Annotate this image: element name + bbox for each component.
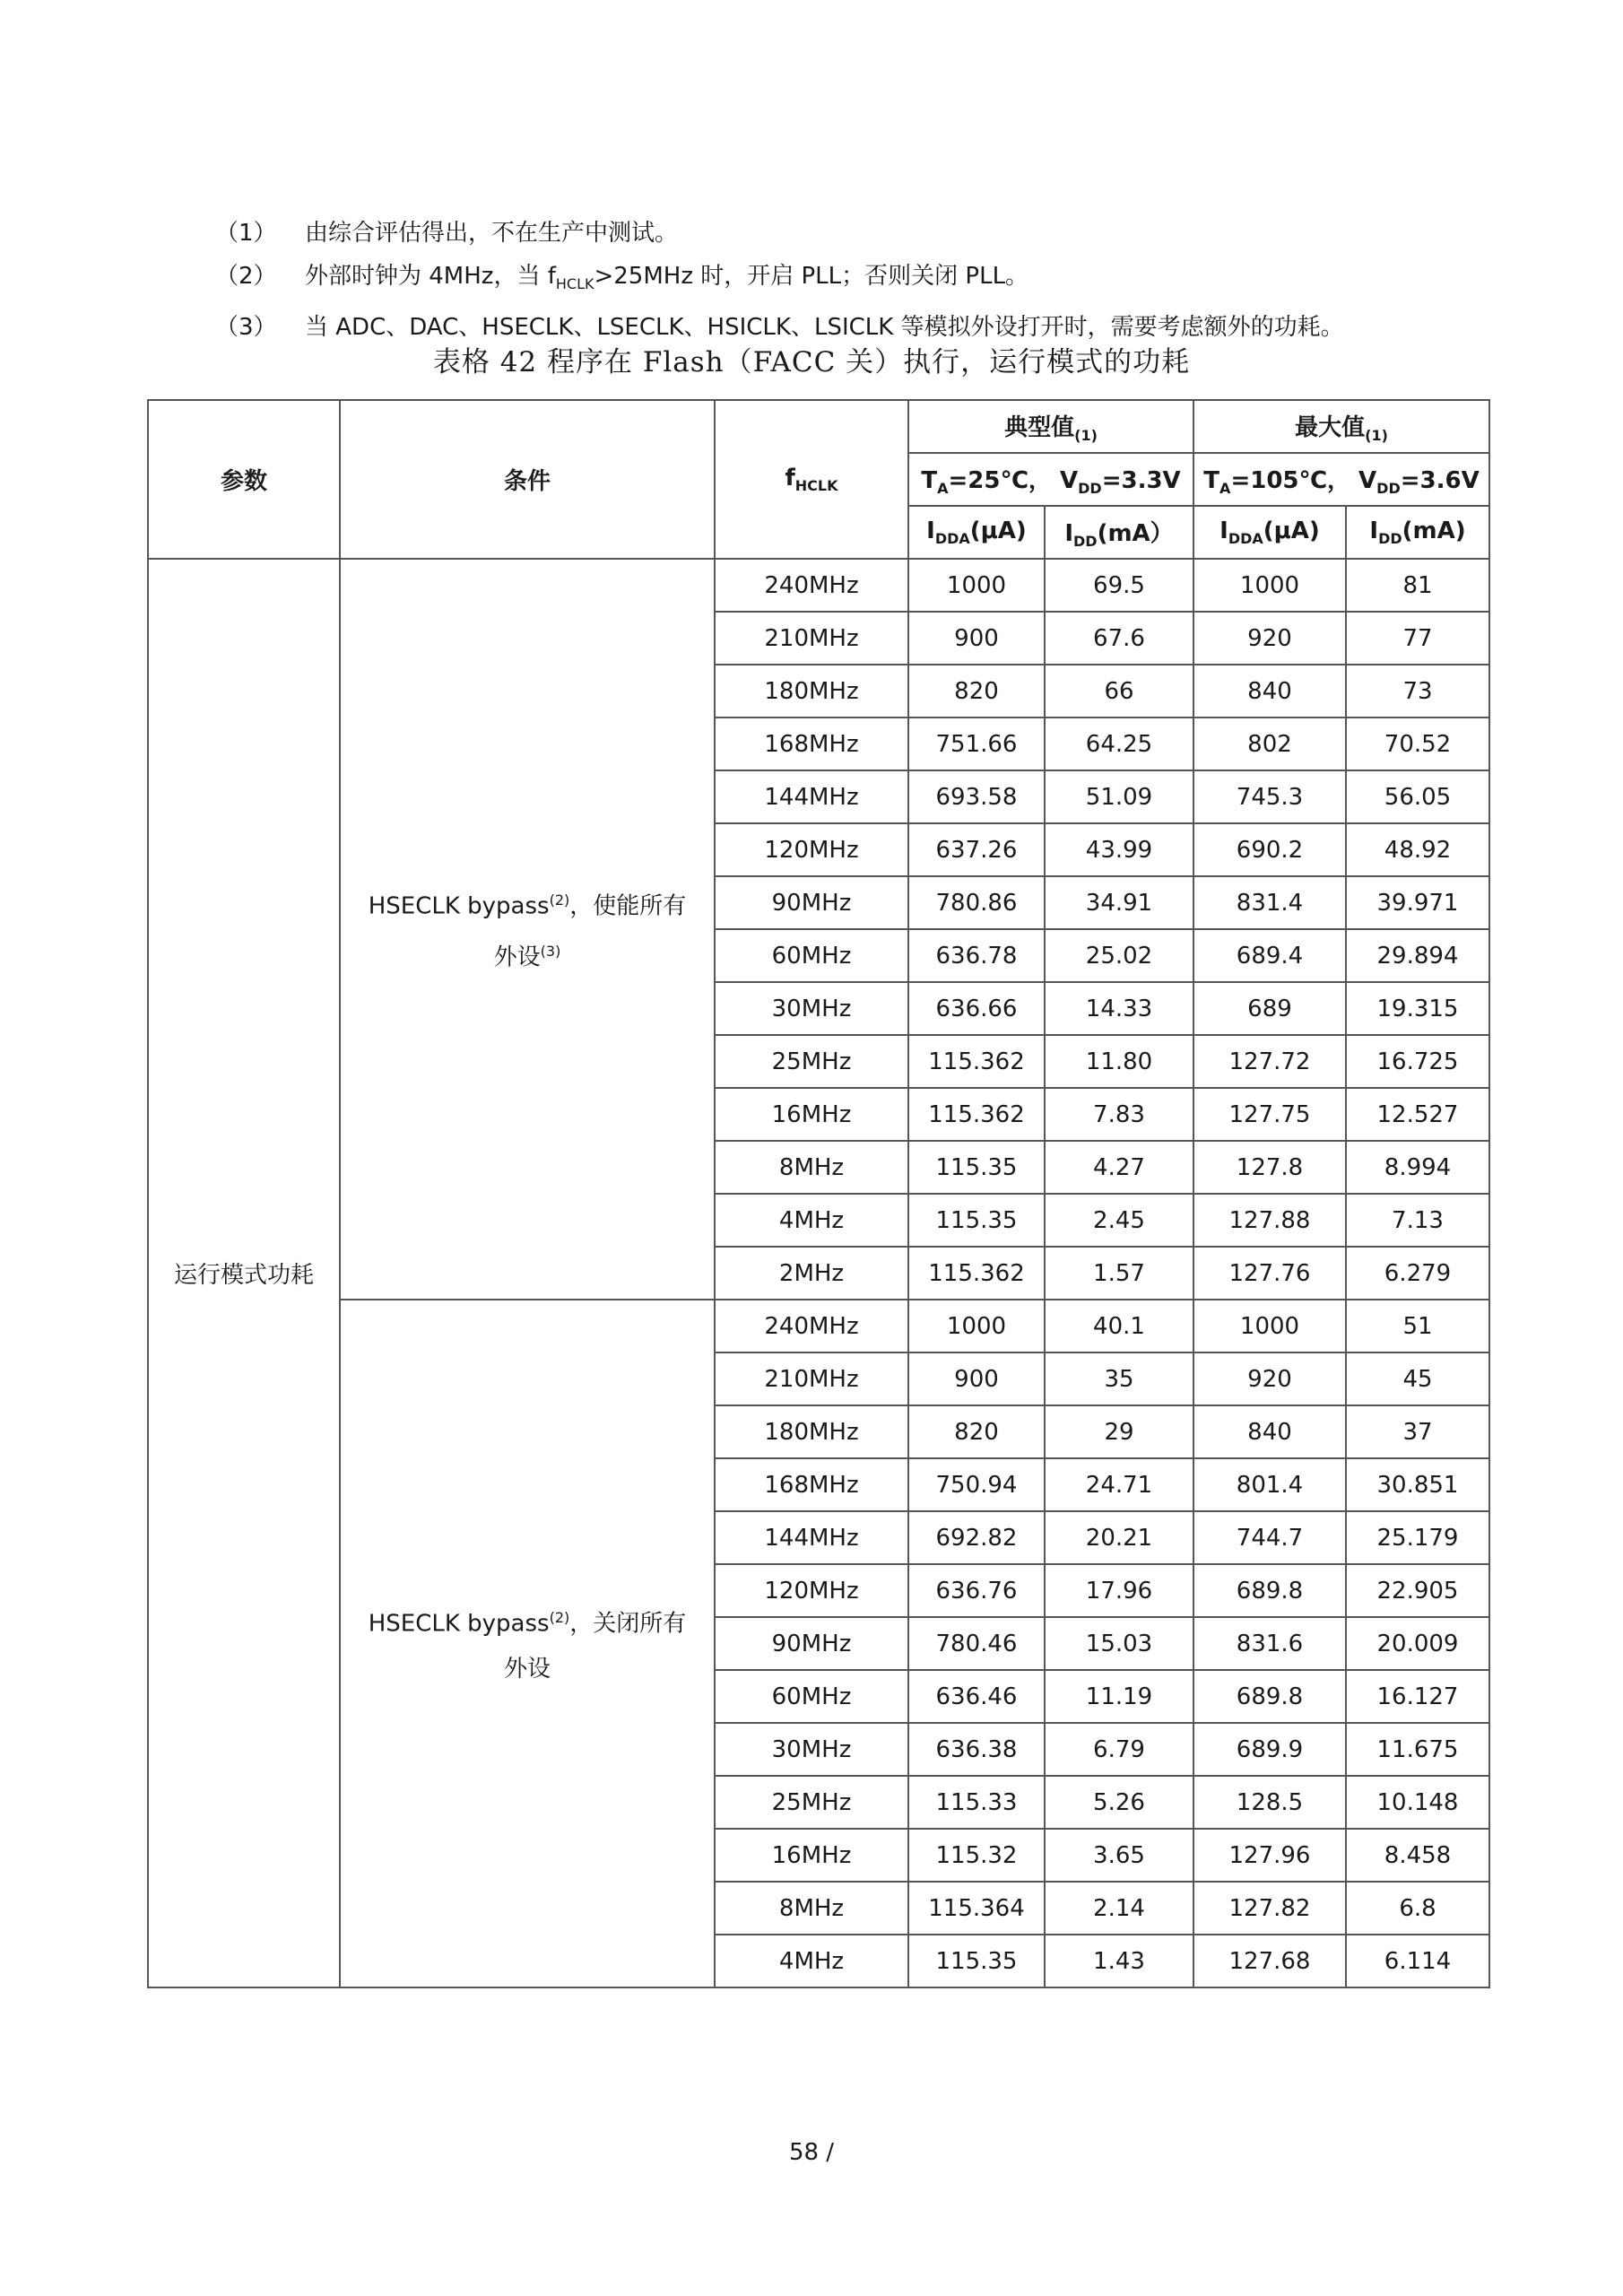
freq-cell: 180MHz	[715, 665, 908, 718]
footnote-number: （3）	[215, 314, 277, 342]
symbol: I	[926, 517, 935, 544]
freq-cell: 240MHz	[715, 559, 908, 612]
table-header	[148, 400, 1489, 559]
typ-idda-cell: 820	[908, 665, 1045, 718]
condition-line	[341, 878, 714, 929]
value: =3.3V	[1101, 466, 1181, 494]
max-idda-cell: 690.2	[1193, 823, 1346, 876]
header-idd-typ	[1045, 506, 1193, 559]
value: =3.6V	[1400, 466, 1480, 494]
typ-idd-cell: 66	[1045, 665, 1193, 718]
typ-idd-cell: 14.33	[1045, 982, 1193, 1035]
max-idda-cell: 831.6	[1193, 1617, 1346, 1670]
max-idd-cell: 25.179	[1346, 1511, 1489, 1564]
subscript: A	[937, 480, 949, 498]
typ-idd-cell: 29	[1045, 1405, 1193, 1458]
max-idd-cell: 11.675	[1346, 1723, 1489, 1776]
footnote-number: （1）	[215, 220, 277, 247]
footnotes	[215, 212, 1344, 349]
typ-idda-cell: 636.78	[908, 929, 1045, 982]
typ-idda-cell: 115.32	[908, 1829, 1045, 1882]
typ-idd-cell: 69.5	[1045, 559, 1193, 612]
typ-idd-cell: 7.83	[1045, 1088, 1193, 1141]
footnote-text	[305, 255, 1028, 306]
typ-idda-cell: 693.58	[908, 770, 1045, 823]
typ-idd-cell: 35	[1045, 1352, 1193, 1405]
symbol: I	[1219, 517, 1228, 544]
typ-idd-cell: 1.57	[1045, 1247, 1193, 1300]
max-idd-cell: 48.92	[1346, 823, 1489, 876]
subscript: DD	[1073, 533, 1098, 551]
typ-idd-cell: 43.99	[1045, 823, 1193, 876]
typ-idd-cell: 34.91	[1045, 876, 1193, 929]
table-row	[148, 1300, 1489, 1352]
header-idda-typ	[908, 506, 1045, 559]
max-idda-cell: 840	[1193, 665, 1346, 718]
max-idd-cell: 70.52	[1346, 718, 1489, 770]
max-idd-cell: 6.114	[1346, 1935, 1489, 1987]
footnote-1	[215, 212, 1344, 255]
typ-idda-cell: 115.362	[908, 1035, 1045, 1088]
header-fhclk-symbol: f	[785, 464, 795, 491]
typ-idd-cell: 4.27	[1045, 1141, 1193, 1194]
max-idda-cell: 801.4	[1193, 1458, 1346, 1511]
freq-cell: 210MHz	[715, 612, 908, 665]
freq-cell: 240MHz	[715, 1300, 908, 1352]
symbol: V	[1358, 466, 1377, 494]
typ-idd-cell: 2.45	[1045, 1194, 1193, 1247]
typ-idd-cell: 6.79	[1045, 1723, 1193, 1776]
table-caption: 表格 42 程序在 Flash（FACC 关）执行，运行模式的功耗	[432, 346, 1191, 378]
typ-idd-cell: 2.14	[1045, 1882, 1193, 1935]
header-typical-condition	[908, 453, 1193, 506]
typ-idda-cell: 750.94	[908, 1458, 1045, 1511]
max-idd-cell: 81	[1346, 559, 1489, 612]
freq-cell: 2MHz	[715, 1247, 908, 1300]
header-maximum-condition	[1193, 453, 1489, 506]
max-idda-cell: 127.82	[1193, 1882, 1346, 1935]
typ-idda-cell: 900	[908, 612, 1045, 665]
max-idd-cell: 51	[1346, 1300, 1489, 1352]
typ-idda-cell: 780.86	[908, 876, 1045, 929]
max-idd-cell: 45	[1346, 1352, 1489, 1405]
header-typical	[908, 400, 1193, 453]
typ-idd-cell: 25.02	[1045, 929, 1193, 982]
typ-idd-cell: 17.96	[1045, 1564, 1193, 1617]
max-idda-cell: 127.88	[1193, 1194, 1346, 1247]
freq-cell: 16MHz	[715, 1829, 908, 1882]
typ-idda-cell: 820	[908, 1405, 1045, 1458]
typ-idd-cell: 5.26	[1045, 1776, 1193, 1829]
unit: (mA）	[1097, 519, 1174, 547]
subscript: DD	[1376, 480, 1401, 498]
footnote-ref: (2)	[549, 1609, 570, 1627]
symbol: T	[1203, 466, 1220, 494]
footnote-text-part: 外部时钟为 4MHz，当 f	[305, 263, 556, 290]
typ-idda-cell: 900	[908, 1352, 1045, 1405]
max-idda-cell: 840	[1193, 1405, 1346, 1458]
condition-text: ，使能所有	[569, 893, 687, 920]
max-idd-cell: 6.279	[1346, 1247, 1489, 1300]
freq-cell: 120MHz	[715, 823, 908, 876]
unit: (μA)	[1263, 517, 1320, 544]
max-idda-cell: 745.3	[1193, 770, 1346, 823]
max-idd-cell: 30.851	[1346, 1458, 1489, 1511]
max-idd-cell: 16.127	[1346, 1670, 1489, 1723]
footnote-text: 当 ADC、DAC、HSECLK、LSECLK、HSICLK、LSICLK 等模拟外设打开时，需要考虑额外的功耗。	[305, 314, 1344, 342]
typ-idd-cell: 20.21	[1045, 1511, 1193, 1564]
header-fhclk	[715, 400, 908, 559]
table-row	[148, 559, 1489, 612]
max-idd-cell: 16.725	[1346, 1035, 1489, 1088]
subscript: DD	[1378, 530, 1402, 548]
condition-cell	[340, 559, 715, 1300]
freq-cell: 4MHz	[715, 1194, 908, 1247]
typ-idd-cell: 51.09	[1045, 770, 1193, 823]
footnote-text-part: >25MHz 时，开启 PLL；否则关闭 PLL。	[594, 263, 1029, 290]
max-idda-cell: 127.96	[1193, 1829, 1346, 1882]
subscript: DDA	[1228, 530, 1263, 548]
max-idda-cell: 1000	[1193, 1300, 1346, 1352]
freq-cell: 60MHz	[715, 1670, 908, 1723]
max-idd-cell: 39.971	[1346, 876, 1489, 929]
max-idd-cell: 12.527	[1346, 1088, 1489, 1141]
max-idda-cell: 920	[1193, 1352, 1346, 1405]
condition-text: 外设	[493, 944, 541, 971]
max-idd-cell: 6.8	[1346, 1882, 1489, 1935]
max-idda-cell: 689.8	[1193, 1670, 1346, 1723]
max-idda-cell: 802	[1193, 718, 1346, 770]
symbol: V	[1060, 466, 1079, 494]
max-idda-cell: 127.75	[1193, 1088, 1346, 1141]
condition-text: HSECLK bypass	[368, 1610, 550, 1638]
freq-cell: 4MHz	[715, 1935, 908, 1987]
unit: (mA)	[1402, 517, 1466, 544]
header-maximum-label: 最大值	[1295, 413, 1366, 441]
freq-cell: 144MHz	[715, 770, 908, 823]
max-idda-cell: 831.4	[1193, 876, 1346, 929]
typ-idda-cell: 692.82	[908, 1511, 1045, 1564]
typ-idd-cell: 11.80	[1045, 1035, 1193, 1088]
subscript: HCLK	[794, 477, 838, 495]
power-consumption-table	[147, 399, 1490, 1988]
typ-idd-cell: 1.43	[1045, 1935, 1193, 1987]
footnote-2	[215, 255, 1344, 306]
symbol: I	[1064, 519, 1073, 547]
freq-cell: 168MHz	[715, 1458, 908, 1511]
max-idda-cell: 128.5	[1193, 1776, 1346, 1829]
max-idda-cell: 920	[1193, 612, 1346, 665]
freq-cell: 168MHz	[715, 718, 908, 770]
typ-idda-cell: 1000	[908, 559, 1045, 612]
subscript: HCLK	[555, 275, 595, 293]
max-idda-cell: 127.76	[1193, 1247, 1346, 1300]
header-idd-max	[1346, 506, 1489, 559]
condition-line	[341, 1596, 714, 1647]
freq-cell: 90MHz	[715, 1617, 908, 1670]
freq-cell: 16MHz	[715, 1088, 908, 1141]
max-idd-cell: 20.009	[1346, 1617, 1489, 1670]
typ-idda-cell: 1000	[908, 1300, 1045, 1352]
max-idda-cell: 127.68	[1193, 1935, 1346, 1987]
freq-cell: 8MHz	[715, 1882, 908, 1935]
freq-cell: 120MHz	[715, 1564, 908, 1617]
freq-cell: 30MHz	[715, 1723, 908, 1776]
typ-idda-cell: 115.35	[908, 1935, 1045, 1987]
footnote-text: 由综合评估得出，不在生产中测试。	[305, 220, 679, 247]
typ-idda-cell: 636.46	[908, 1670, 1045, 1723]
freq-cell: 25MHz	[715, 1776, 908, 1829]
header-param: 参数	[148, 400, 340, 559]
condition-line	[341, 929, 714, 980]
max-idd-cell: 22.905	[1346, 1564, 1489, 1617]
max-idd-cell: 77	[1346, 612, 1489, 665]
max-idda-cell: 744.7	[1193, 1511, 1346, 1564]
footnote-ref: (2)	[549, 891, 570, 909]
freq-cell: 210MHz	[715, 1352, 908, 1405]
typ-idd-cell: 64.25	[1045, 718, 1193, 770]
max-idd-cell: 8.994	[1346, 1141, 1489, 1194]
freq-cell: 30MHz	[715, 982, 908, 1035]
typ-idd-cell: 3.65	[1045, 1829, 1193, 1882]
max-idda-cell: 689.9	[1193, 1723, 1346, 1776]
typ-idda-cell: 636.76	[908, 1564, 1045, 1617]
condition-text: ，关闭所有	[569, 1610, 687, 1638]
typ-idda-cell: 115.362	[908, 1247, 1045, 1300]
max-idd-cell: 19.315	[1346, 982, 1489, 1035]
typ-idda-cell: 751.66	[908, 718, 1045, 770]
unit: (μA)	[969, 517, 1027, 544]
max-idda-cell: 689.8	[1193, 1564, 1346, 1617]
max-idda-cell: 689.4	[1193, 929, 1346, 982]
max-idda-cell: 689	[1193, 982, 1346, 1035]
page-number: 58 /	[788, 2139, 835, 2166]
typ-idd-cell: 24.71	[1045, 1458, 1193, 1511]
typ-idda-cell: 636.66	[908, 982, 1045, 1035]
footnote-number: （2）	[215, 263, 277, 290]
header-idda-max	[1193, 506, 1346, 559]
typ-idda-cell: 115.33	[908, 1776, 1045, 1829]
max-idda-cell: 127.72	[1193, 1035, 1346, 1088]
value: =25℃，	[948, 466, 1052, 494]
table-body	[148, 559, 1489, 1987]
typ-idd-cell: 40.1	[1045, 1300, 1193, 1352]
max-idd-cell: 7.13	[1346, 1194, 1489, 1247]
subscript: A	[1219, 480, 1231, 498]
freq-cell: 25MHz	[715, 1035, 908, 1088]
typ-idd-cell: 15.03	[1045, 1617, 1193, 1670]
header-typical-label: 典型值	[1004, 413, 1075, 441]
max-idd-cell: 10.148	[1346, 1776, 1489, 1829]
typ-idda-cell: 115.362	[908, 1088, 1045, 1141]
max-idd-cell: 56.05	[1346, 770, 1489, 823]
param-cell: 运行模式功耗	[148, 559, 340, 1987]
freq-cell: 8MHz	[715, 1141, 908, 1194]
freq-cell: 144MHz	[715, 1511, 908, 1564]
typ-idd-cell: 67.6	[1045, 612, 1193, 665]
footnote-ref: (3)	[540, 943, 561, 960]
footnote-ref: (1)	[1365, 427, 1388, 445]
freq-cell: 60MHz	[715, 929, 908, 982]
max-idda-cell: 1000	[1193, 559, 1346, 612]
max-idd-cell: 8.458	[1346, 1829, 1489, 1882]
footnote-ref: (1)	[1074, 427, 1098, 445]
header-maximum	[1193, 400, 1489, 453]
value: =105℃，	[1230, 466, 1350, 494]
condition-text: HSECLK bypass	[368, 893, 550, 920]
typ-idda-cell: 115.35	[908, 1194, 1045, 1247]
typ-idda-cell: 115.35	[908, 1141, 1045, 1194]
freq-cell: 90MHz	[715, 876, 908, 929]
typ-idd-cell: 11.19	[1045, 1670, 1193, 1723]
typ-idda-cell: 636.38	[908, 1723, 1045, 1776]
typ-idda-cell: 780.46	[908, 1617, 1045, 1670]
freq-cell: 180MHz	[715, 1405, 908, 1458]
symbol: I	[1369, 517, 1379, 544]
max-idd-cell: 29.894	[1346, 929, 1489, 982]
max-idda-cell: 127.8	[1193, 1141, 1346, 1194]
header-condition: 条件	[340, 400, 715, 559]
symbol: T	[921, 466, 938, 494]
condition-cell	[340, 1300, 715, 1987]
max-idd-cell: 73	[1346, 665, 1489, 718]
subscript: DDA	[934, 530, 970, 548]
typ-idda-cell: 637.26	[908, 823, 1045, 876]
condition-text: 外设	[503, 1655, 551, 1683]
subscript: DD	[1078, 480, 1102, 498]
max-idd-cell: 37	[1346, 1405, 1489, 1458]
condition-line	[341, 1647, 714, 1692]
typ-idda-cell: 115.364	[908, 1882, 1045, 1935]
